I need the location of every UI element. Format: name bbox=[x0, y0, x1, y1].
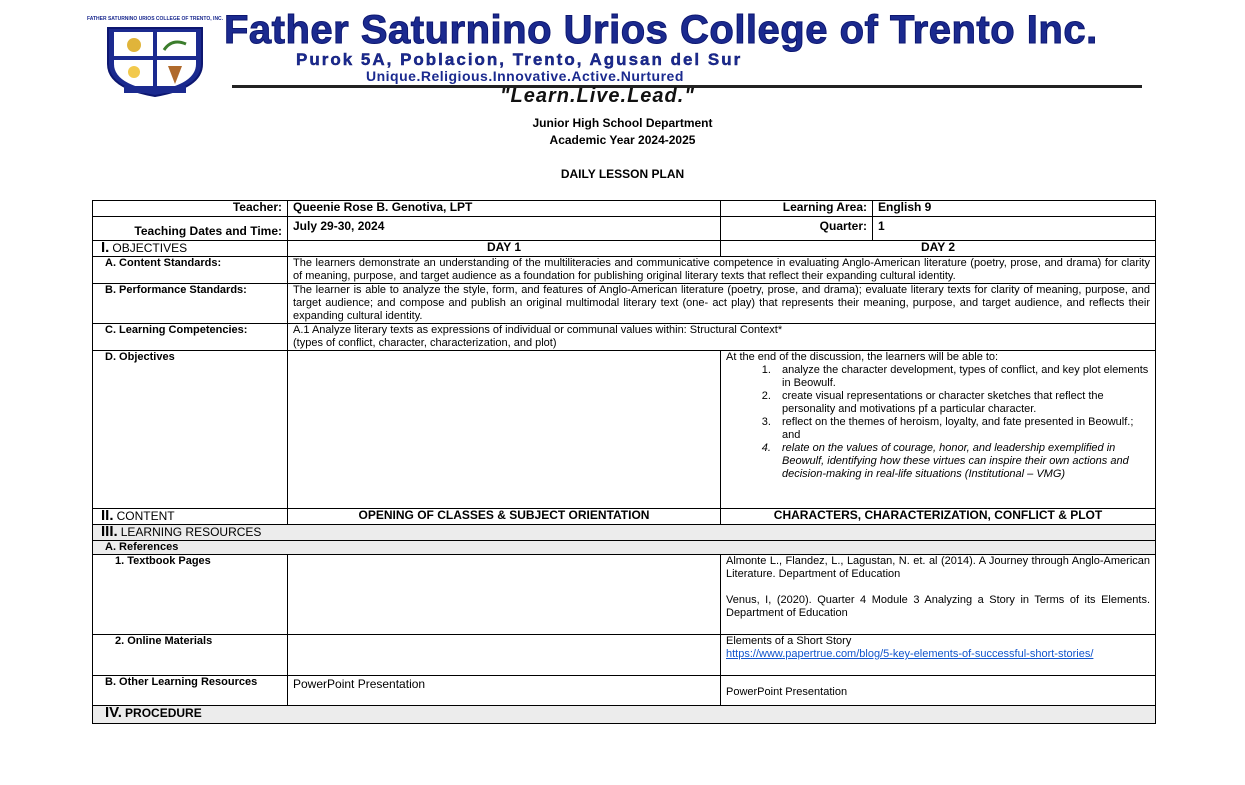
teacher-name: Queenie Rose B. Genotiva, LPT bbox=[288, 201, 721, 217]
procedure-roman: IV. bbox=[105, 704, 122, 721]
other-resources-row bbox=[93, 676, 1156, 706]
other-resources-label: B. Other Learning Resources bbox=[93, 676, 288, 706]
school-tagline: "Learn.Live.Lead." bbox=[500, 85, 695, 107]
resources-title: LEARNING RESOURCES bbox=[120, 525, 262, 539]
online-title: Elements of a Short Story bbox=[726, 635, 852, 647]
content-row bbox=[93, 509, 1156, 525]
dates-value: July 29-30, 2024 bbox=[288, 217, 721, 241]
school-address: Purok 5A, Poblacion, Trento, Agusan del Sur bbox=[296, 50, 743, 69]
document-title: DAILY LESSON PLAN bbox=[560, 167, 685, 181]
content-title: CONTENT bbox=[116, 509, 175, 523]
online-link[interactable]: https://www.papertrue.com/blog/5-key-elements-of-successful-short-stories/ bbox=[726, 648, 1094, 660]
competencies-row bbox=[93, 324, 1156, 351]
content-standards-row bbox=[93, 257, 1156, 284]
textbook-label: 1. Textbook Pages bbox=[93, 555, 288, 635]
objectives-intro: At the end of the discussion, the learners will be able to: bbox=[726, 351, 999, 363]
objectives-heading bbox=[93, 241, 288, 257]
online-row bbox=[93, 635, 1156, 676]
objectives-label: D. Objectives bbox=[93, 351, 288, 509]
other-resources-day2: PowerPoint Presentation bbox=[721, 676, 1156, 706]
content-heading bbox=[93, 509, 288, 525]
procedure-row bbox=[93, 706, 1156, 724]
textbook-day2-cell bbox=[721, 555, 1156, 635]
performance-standards-label: B. Performance Standards: bbox=[93, 284, 288, 324]
textbook-ref-2: Venus, I, (2020). Quarter 4 Module 3 Analyzing a Story in Terms of its Elements. Department of Education bbox=[726, 594, 1150, 619]
content-day1: OPENING OF CLASSES & SUBJECT ORIENTATION bbox=[288, 509, 721, 525]
procedure-heading bbox=[93, 706, 1156, 724]
competencies-line-1: A.1 Analyze literary texts as expressions of individual or communal values within: Structural Context* bbox=[293, 324, 783, 336]
resources-heading bbox=[93, 525, 1156, 541]
resources-roman: III. bbox=[101, 523, 118, 540]
other-resources-day1: PowerPoint Presentation bbox=[288, 676, 721, 706]
content-standards-text: The learners demonstrate an understanding of the multiliteracies and communicative competence in evaluating Anglo-American literature (poetry, prose, and drama) for clarity of meaning, purpose, and target audience as a foundation for publishing original literary texts that reflect their expanding cultural identity. bbox=[288, 257, 1156, 284]
objective-item: 1. analyze the character development, types of conflict, and key plot elements in Beowulf. bbox=[774, 364, 1150, 390]
objective-item: 4. relate on the values of courage, honor, and leadership exemplified in Beowulf, identifying how these virtues can inspire their own actions and decision-making in real-life situations (Institutional – VMG) bbox=[774, 442, 1150, 481]
svg-text:FATHER SATURNINO URIOS COLLEGE: FATHER SATURNINO URIOS COLLEGE OF TRENTO, INC. bbox=[86, 16, 224, 22]
objectives-row bbox=[93, 351, 1156, 509]
lesson-plan-table bbox=[92, 200, 1156, 724]
department: Junior High School Department bbox=[532, 116, 713, 130]
competencies-line-2: (types of conflict, character, characterization, and plot) bbox=[293, 337, 557, 349]
academic-year: Academic Year 2024-2025 bbox=[549, 133, 696, 147]
references-row bbox=[93, 541, 1156, 555]
teacher-row bbox=[93, 201, 1156, 217]
learning-area-label: Learning Area: bbox=[721, 201, 873, 217]
objectives-title: OBJECTIVES bbox=[112, 241, 188, 255]
quarter-value: 1 bbox=[873, 217, 1156, 241]
objectives-list bbox=[726, 364, 1150, 481]
performance-standards-row bbox=[93, 284, 1156, 324]
day1-heading: DAY 1 bbox=[288, 241, 721, 257]
objective-item: 3. reflect on the themes of heroism, loyalty, and fate presented in Beowulf.; and bbox=[774, 416, 1150, 442]
textbook-row bbox=[93, 555, 1156, 635]
school-motto: Unique.Religious.Innovative.Active.Nurtured bbox=[366, 68, 684, 84]
content-day2: CHARACTERS, CHARACTERIZATION, CONFLICT & PLOT bbox=[721, 509, 1156, 525]
teacher-label: Teacher: bbox=[93, 201, 288, 217]
textbook-day1-cell bbox=[288, 555, 721, 635]
school-logo bbox=[86, 14, 224, 98]
dates-row bbox=[93, 217, 1156, 241]
objectives-header-row bbox=[93, 241, 1156, 257]
online-day1-cell bbox=[288, 635, 721, 676]
resources-header-row bbox=[93, 525, 1156, 541]
content-standards-label: A. Content Standards: bbox=[93, 257, 288, 284]
textbook-ref-1: Almonte L., Flandez, L., Lagustan, N. et. al (2014). A Journey through Anglo-American Literature. Department of Education bbox=[726, 555, 1150, 580]
procedure-title: PROCEDURE bbox=[125, 706, 202, 720]
competencies-label: C. Learning Competencies: bbox=[93, 324, 288, 351]
performance-standards-text: The learner is able to analyze the style, form, and features of Anglo-American literature (poetry, prose, and drama); evaluate literary texts for clarity of meaning, purpose, and target audience; and compose and publish an original multimodal literary text (one- act play) that represents their meaning, purpose, and target audience, and reflects their expanding cultural identity. bbox=[288, 284, 1156, 324]
dates-label: Teaching Dates and Time: bbox=[93, 217, 288, 241]
objective-item: 2. create visual representations or character sketches that reflect the personality and motivations pf a particular character. bbox=[774, 390, 1150, 416]
competencies-cell bbox=[288, 324, 1156, 351]
online-day2-cell bbox=[721, 635, 1156, 676]
content-roman: II. bbox=[101, 507, 114, 524]
learning-area-value: English 9 bbox=[873, 201, 1156, 217]
day2-heading: DAY 2 bbox=[721, 241, 1156, 257]
online-label: 2. Online Materials bbox=[93, 635, 288, 676]
school-name: Father Saturnino Urios College of Trento Inc. bbox=[224, 8, 1098, 52]
references-label: A. References bbox=[93, 541, 1156, 555]
objectives-roman: I. bbox=[101, 239, 110, 256]
objectives-day2-cell bbox=[721, 351, 1156, 509]
quarter-label: Quarter: bbox=[721, 217, 873, 241]
objectives-day1-cell bbox=[288, 351, 721, 509]
